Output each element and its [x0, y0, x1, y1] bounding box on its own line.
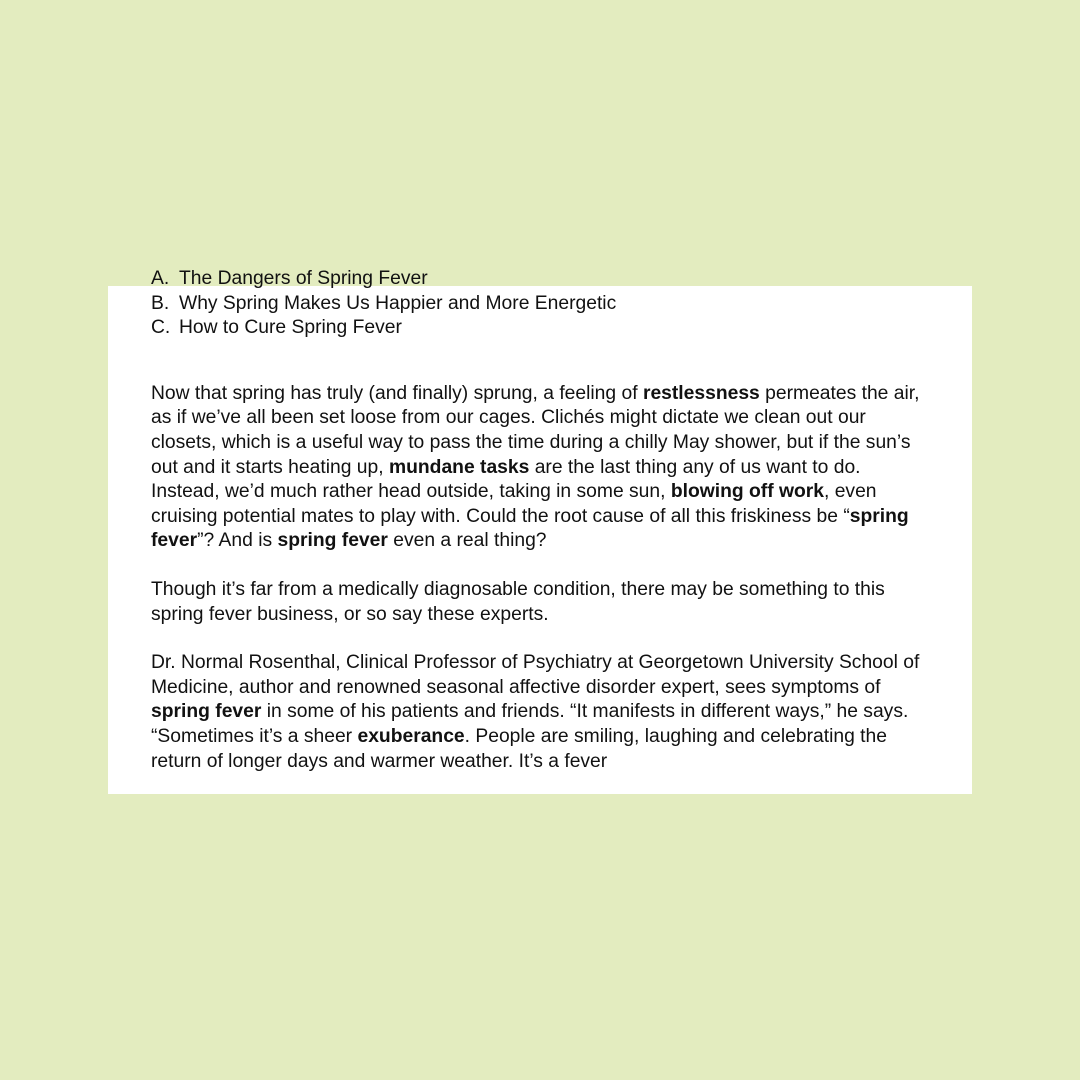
- bold-term: blowing off work: [670, 481, 824, 503]
- bold-term: spring fever: [151, 701, 262, 723]
- text-run: even a real thing?: [387, 530, 547, 552]
- option-b: [151, 292, 931, 317]
- option-text: How to Cure Spring Fever: [179, 317, 402, 339]
- option-letter: C.: [151, 317, 171, 339]
- option-text: The Dangers of Spring Fever: [179, 268, 428, 289]
- bold-term: restlessness: [642, 382, 760, 404]
- text-run: Dr. Normal Rosenthal, Clinical Professor of Psychiatry at Georgetown University School of Medicine, author and renowned seasonal affective disorder expert, sees symptoms of: [151, 652, 920, 698]
- option-text: Why Spring Makes Us Happier and More Energetic: [179, 292, 617, 314]
- paragraph-3: [151, 651, 931, 774]
- text-run: Now that spring has truly (and finally) sprung, a feeling of: [151, 382, 643, 404]
- option-letter: B.: [151, 292, 170, 314]
- bold-term: mundane tasks: [388, 456, 530, 478]
- paragraph-1: [151, 382, 931, 554]
- bold-term: spring fever: [151, 505, 909, 552]
- option-a: [151, 267, 931, 292]
- text-run: in some of his patients and friends. “It manifests in different ways,” he says. “Sometimes it’s a sheer: [151, 701, 909, 747]
- text-run: ”? And is: [197, 530, 278, 552]
- paragraph-2: Though it’s far from a medically diagnosable condition, there may be something to this spring fever business, or so say these experts.: [151, 578, 885, 625]
- bold-term: exuberance: [357, 725, 465, 747]
- bold-term: spring fever: [277, 530, 388, 552]
- option-c: [151, 316, 931, 341]
- text-run: are the last thing any of us want to do. Instead, we’d much rather head outside, taking in some sun,: [151, 456, 861, 503]
- text-run: permeates the air, as if we’ve all been set loose from our cages. Clichés might dictate we clean out our closets, which is a useful way to pass the time during a chilly May shower, but if the sun’s out and it starts heating up,: [151, 382, 920, 478]
- document-content: [151, 267, 931, 774]
- text-run: . People are smiling, laughing and celebrating the return of longer days and warmer weather. It’s a fever: [151, 725, 887, 772]
- document-page: [108, 268, 972, 794]
- text-run: , even cruising potential mates to play with. Could the root cause of all this friskiness be “: [151, 481, 877, 527]
- option-letter: A.: [151, 268, 170, 289]
